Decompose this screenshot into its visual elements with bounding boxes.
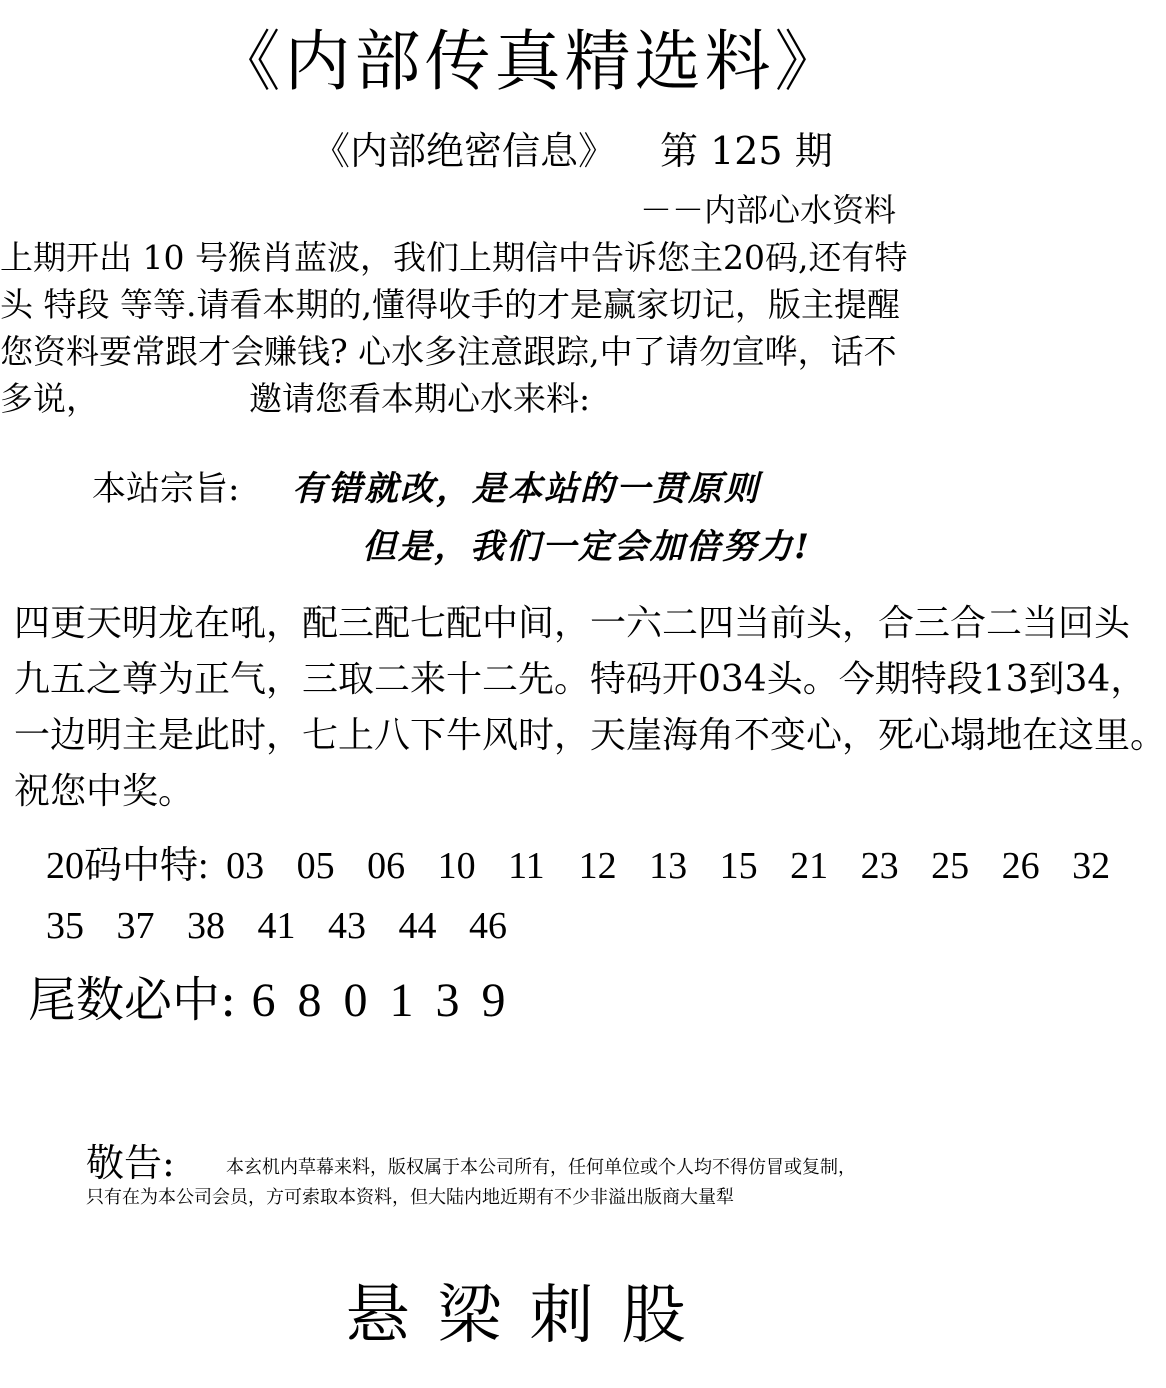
pick-number: 06 xyxy=(367,845,406,887)
pick-number: 10 xyxy=(437,845,476,887)
pick-number: 43 xyxy=(328,905,366,947)
poem-line: 一边明主是此时，七上八下牛风时，天崖海角不变心，死心塌地在这里。 xyxy=(14,715,1166,756)
issue-number: 第 125 期 xyxy=(660,129,833,173)
pick-number: 32 xyxy=(1072,845,1111,887)
intro-paragraph xyxy=(0,234,1059,422)
pick-number: 46 xyxy=(469,905,507,947)
motto-line: 有错就改，是本站的一贯原则 xyxy=(292,469,760,509)
intro-line: 上期开出 10 号猴肖蓝波，我们上期信中告诉您主20码,还有特 xyxy=(0,238,908,277)
motto-line: 但是，我们一定会加倍努力! xyxy=(362,527,811,567)
motto-label: 本站宗旨: xyxy=(92,469,240,509)
pick-number: 11 xyxy=(508,845,545,887)
picks-row-2 xyxy=(46,896,1133,956)
poem-line: 祝您中奖。 xyxy=(14,771,195,812)
picks-row-1 xyxy=(46,836,1133,896)
picks-block xyxy=(46,836,1133,956)
tail-digits-value: 680139 xyxy=(251,974,528,1027)
intro-line: 头 特段 等等.请看本期的,懂得收手的才是赢家切记，版主提醒 xyxy=(0,285,900,324)
pick-number: 44 xyxy=(398,905,437,947)
poem-line: 四更天明龙在吼，配三配七配中间，一六二四当前头，合三合二当回头 xyxy=(14,603,1131,644)
notice-line: 本玄机内草幕来料，版权属于本公司所有，任何单位或个人均不得仿冒或复制， xyxy=(226,1157,856,1178)
notice-line: 只有在为本公司会员，方可索取本资料，但大陆内地近期有不少非溢出版商大量犁 xyxy=(86,1187,734,1208)
pick-number: 23 xyxy=(860,845,899,887)
footer-motto: 悬梁刺股 xyxy=(345,1279,714,1353)
poem-line: 九五之尊为正气，三取二来十二先。特码开034头。今期特段13到34， xyxy=(14,659,1147,700)
intro-line xyxy=(0,375,1059,422)
tail-digits-label: 尾数必中: xyxy=(28,972,237,1028)
pick-number: 38 xyxy=(187,905,225,947)
pick-number: 05 xyxy=(296,845,335,887)
pick-number: 15 xyxy=(719,845,758,887)
intro-line-end: 邀请您看本期心水来料: xyxy=(249,379,591,418)
pick-number: 37 xyxy=(116,905,155,947)
document-subtitle: 《内部绝密信息》 xyxy=(312,129,617,173)
source-label: －－内部心水资料 xyxy=(640,191,897,229)
pick-number: 21 xyxy=(790,845,829,887)
notice-label: 敬告: xyxy=(86,1141,175,1185)
pick-number: 35 xyxy=(46,905,84,947)
intro-line: 您资料要常跟才会赚钱? 心水多注意跟踪,中了请勿宣哗，话不 xyxy=(0,332,897,371)
pick-number: 26 xyxy=(1001,845,1040,887)
redacted-area xyxy=(99,386,249,416)
pick-number: 03 xyxy=(226,845,265,887)
poem-block xyxy=(14,596,1166,820)
pick-number: 12 xyxy=(578,845,617,887)
pick-number: 41 xyxy=(257,905,296,947)
intro-line-start: 多说， xyxy=(0,379,99,418)
tail-digits-block xyxy=(28,970,527,1031)
pick-number: 25 xyxy=(931,845,970,887)
pick-number: 13 xyxy=(649,845,688,887)
document-title: 《内部传真精选料》 xyxy=(214,23,845,100)
picks-label: 20码中特: xyxy=(46,845,209,887)
